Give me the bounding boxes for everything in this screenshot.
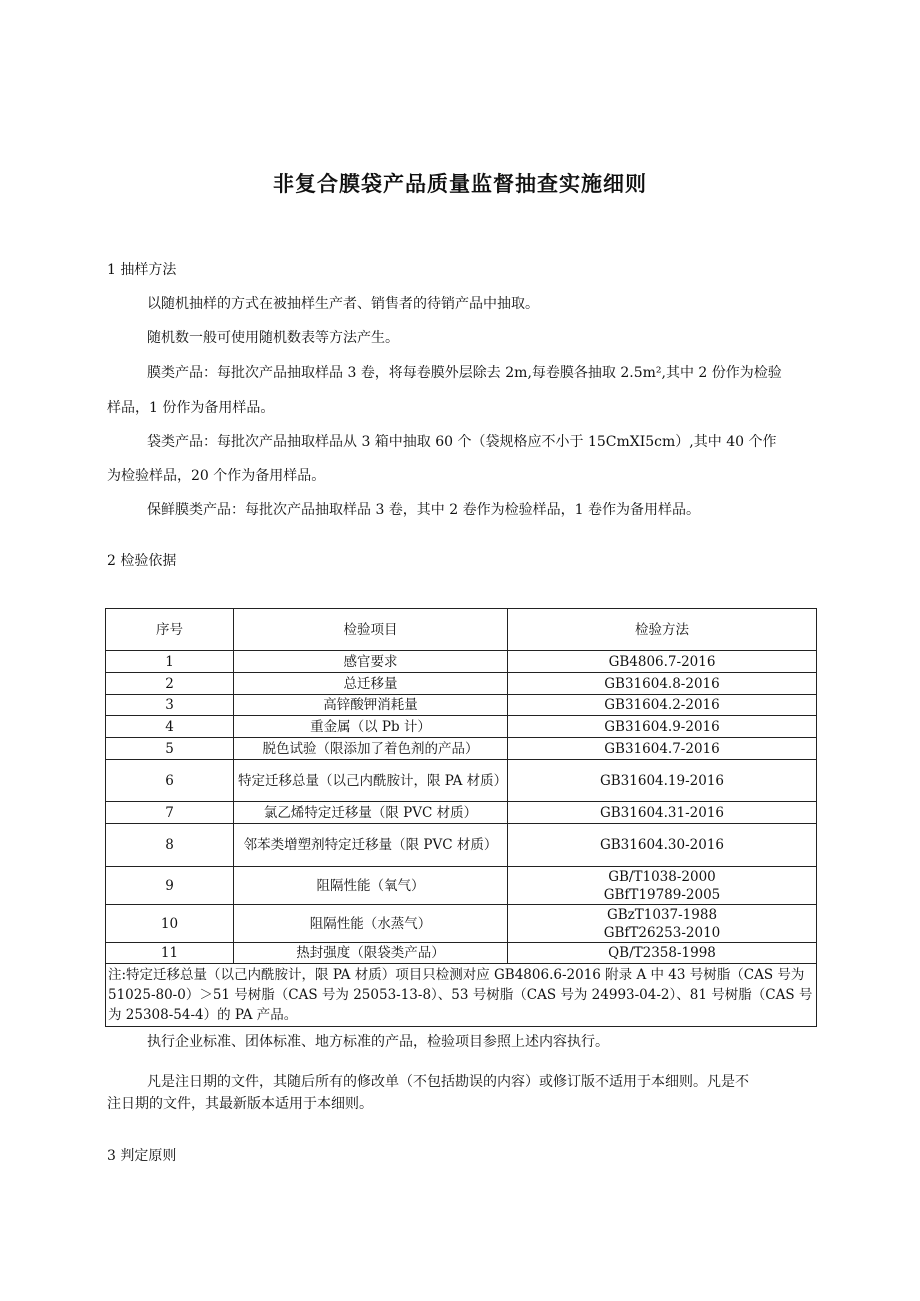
row-item: 氯乙烯特定迁移量（限 PVC 材质） (234, 802, 508, 824)
row-item: 阻隔性能（水蒸气） (234, 905, 508, 943)
row-no: 2 (106, 673, 234, 695)
section-1-heading: 1 抽样方法 (107, 262, 177, 278)
row-item: 邻苯类增塑剂特定迁移量（限 PVC 材质） (234, 824, 508, 867)
row-method-line-2: GBfT26253-2010 (603, 924, 721, 941)
row-method: GB31604.31-2016 (508, 802, 817, 824)
row-no: 5 (106, 738, 234, 760)
row-no: 4 (106, 716, 234, 738)
header-item: 检验项目 (234, 609, 508, 651)
section-1-paragraph-4-line-2: 为检验样品，20 个作为备用样品。 (107, 468, 326, 484)
row-method: QB/T2358-1998 (508, 943, 817, 964)
section-1-paragraph-3-line-1: 膜类产品：每批次产品抽取样品 3 卷，将每卷膜外层除去 2m,每卷膜各抽取 2.5m²,其中 2 份作为检验 (147, 365, 782, 381)
table-row (106, 760, 817, 802)
row-no: 7 (106, 802, 234, 824)
row-item: 热封强度（限袋类产品） (234, 943, 508, 964)
row-no: 9 (106, 867, 234, 905)
section-1-paragraph-4-line-1: 袋类产品：每批次产品抽取样品从 3 箱中抽取 60 个（袋规格应不小于 15CmXI5cm）,其中 40 个作 (147, 434, 777, 450)
row-method: GB31604.2-2016 (508, 695, 817, 716)
row-no: 1 (106, 651, 234, 673)
row-method-line-1: GBzT1037-1988 (606, 906, 718, 923)
table-row (106, 695, 817, 716)
row-method: GB31604.8-2016 (508, 673, 817, 695)
row-item: 高锌酸钾消耗量 (234, 695, 508, 716)
section-2-after-paragraph-1: 执行企业标准、团体标准、地方标准的产品，检验项目参照上述内容执行。 (147, 1034, 609, 1050)
row-no: 6 (106, 760, 234, 802)
section-3-heading: 3 判定原则 (107, 1148, 177, 1164)
table-row (106, 673, 817, 695)
section-1-paragraph-1: 以随机抽样的方式在被抽样生产者、销售者的待销产品中抽取。 (147, 296, 539, 312)
table-note-row (106, 964, 817, 1027)
inspection-basis-table (105, 608, 817, 1027)
section-2-after-paragraph-2-line-2: 注日期的文件，其最新版本适用于本细则。 (107, 1096, 373, 1112)
row-no: 10 (106, 905, 234, 943)
table-row (106, 824, 817, 867)
row-method: GB4806.7-2016 (508, 651, 817, 673)
table-note: 注:特定迁移总量（以己内酰胺计，限 PA 材质）项目只检测对应 GB4806.6-2016 附录 A 中 43 号树脂（CAS 号为 51025-80-0）＞51 号树脂（CAS 号为 25053-13-8）、53 号树脂（CAS 号为 24993-04-2）、81 号树脂（CAS 号为 25308-54-4）的 PA 产品。 (106, 964, 817, 1027)
document-title: 非复合膜袋产品质量监督抽查实施细则 (273, 172, 647, 196)
row-method (508, 867, 817, 905)
table-row (106, 943, 817, 964)
section-1-paragraph-5: 保鲜膜类产品：每批次产品抽取样品 3 卷，其中 2 卷作为检验样品，1 卷作为备用样品。 (147, 502, 700, 518)
section-1-paragraph-2: 随机数一般可使用随机数表等方法产生。 (147, 330, 399, 346)
header-no: 序号 (106, 609, 234, 651)
row-method: GB31604.30-2016 (508, 824, 817, 867)
row-no: 8 (106, 824, 234, 867)
table-row (106, 867, 817, 905)
table-row (106, 716, 817, 738)
row-method (508, 905, 817, 943)
row-method-line-1: GB/T1038-2000 (608, 868, 716, 885)
row-method: GB31604.7-2016 (508, 738, 817, 760)
row-item: 感官要求 (234, 651, 508, 673)
row-item: 特定迁移总量（以己内酰胺计，限 PA 材质） (234, 760, 508, 802)
table-row (106, 651, 817, 673)
header-method: 检验方法 (508, 609, 817, 651)
table-header-row (106, 609, 817, 651)
row-no: 3 (106, 695, 234, 716)
section-1-paragraph-3-line-2: 样品，1 份作为备用样品。 (107, 400, 275, 416)
row-item: 阻隔性能（氧气） (234, 867, 508, 905)
row-item: 脱色试验（限添加了着色剂的产品） (234, 738, 508, 760)
row-method-line-2: GBfT19789-2005 (603, 886, 721, 903)
row-item: 总迁移量 (234, 673, 508, 695)
section-2-heading: 2 检验依据 (107, 553, 177, 569)
row-item: 重金属（以 Pb 计） (234, 716, 508, 738)
table-row (106, 738, 817, 760)
table-row (106, 905, 817, 943)
table-row (106, 802, 817, 824)
row-no: 11 (106, 943, 234, 964)
row-method: GB31604.9-2016 (508, 716, 817, 738)
row-method: GB31604.19-2016 (508, 760, 817, 802)
section-2-after-paragraph-2-line-1: 凡是注日期的文件，其随后所有的修改单（不包括勘误的内容）或修订版不适用于本细则。凡是不 (147, 1074, 749, 1090)
